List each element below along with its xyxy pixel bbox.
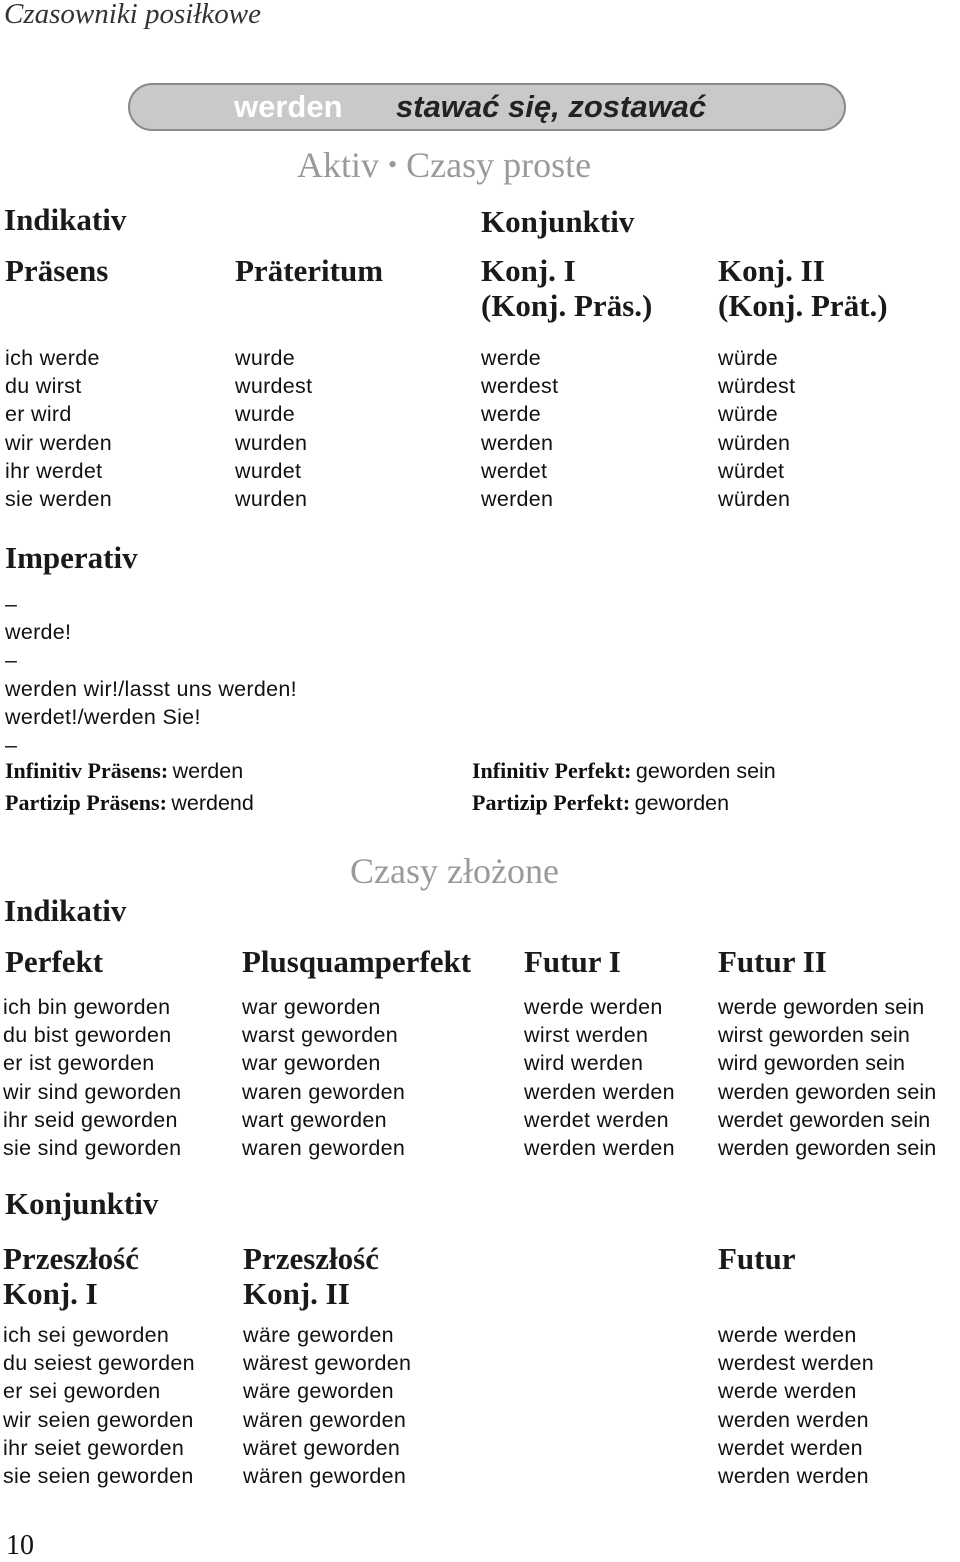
form: werdet werden bbox=[524, 1107, 669, 1132]
form: sie seien geworden bbox=[3, 1464, 194, 1489]
compound-indikativ-label: Indikativ bbox=[4, 893, 127, 928]
form: du seiest geworden bbox=[3, 1351, 195, 1376]
simple-tenses-heading bbox=[297, 144, 591, 186]
form: werden geworden sein bbox=[718, 1136, 937, 1161]
verb-translation: stawać się, zostawać bbox=[396, 89, 707, 124]
form: wurde bbox=[235, 346, 296, 370]
form: würde bbox=[718, 346, 779, 370]
form: wären geworden bbox=[243, 1464, 407, 1489]
form: war geworden bbox=[242, 1051, 381, 1076]
form: ihr werdet bbox=[5, 458, 103, 483]
form: würden bbox=[718, 430, 791, 455]
form: du wirst bbox=[5, 374, 82, 399]
form: werden werden bbox=[718, 1464, 869, 1489]
col-header-konj-2: Konj. II (Konj. Prät.) bbox=[718, 253, 888, 323]
form: ich werde bbox=[5, 346, 100, 370]
form: werde werden bbox=[718, 1379, 857, 1404]
form: würde bbox=[718, 402, 779, 427]
col-header-praeteritum: Präteritum bbox=[235, 253, 384, 288]
form: werden geworden sein bbox=[718, 1079, 937, 1104]
form: werden werden bbox=[524, 1079, 675, 1104]
imperativ-label: Imperativ bbox=[5, 540, 138, 575]
imperativ-line: werden wir!/lasst uns werden! bbox=[5, 676, 297, 701]
form: wurden bbox=[235, 487, 308, 512]
form: werdet werden bbox=[718, 1435, 863, 1460]
bullet-icon: • bbox=[388, 150, 398, 179]
infinitiv-perfekt-label: Infinitiv Perfekt: bbox=[472, 758, 632, 783]
form: ihr seiet geworden bbox=[3, 1435, 185, 1460]
imperativ-line: werdet!/werden Sie! bbox=[5, 704, 201, 729]
form: ihr seid geworden bbox=[3, 1107, 178, 1132]
form: werde bbox=[481, 402, 542, 427]
imperativ-line: – bbox=[5, 592, 18, 616]
infinitiv-praesens-label: Infinitiv Präsens: bbox=[5, 758, 169, 783]
col-header-przeszlosc-konj-1: Przeszłość Konj. I bbox=[3, 1241, 139, 1311]
tenses-label: Czasy proste bbox=[406, 145, 592, 185]
form: wurdet bbox=[235, 458, 302, 483]
form: werden werden bbox=[718, 1407, 869, 1432]
form: wären geworden bbox=[243, 1407, 407, 1432]
form: war geworden bbox=[242, 995, 381, 1019]
partizip-praesens-value: werdend bbox=[171, 791, 254, 815]
infinitiv-praesens bbox=[5, 758, 243, 784]
col-header-praesens: Präsens bbox=[5, 253, 109, 288]
form: werde werden bbox=[524, 995, 663, 1019]
form: er ist geworden bbox=[3, 1051, 155, 1076]
form: werdet geworden sein bbox=[718, 1107, 931, 1132]
forms-konj-2 bbox=[718, 344, 795, 513]
forms-praesens bbox=[5, 344, 112, 513]
compound-tenses-heading: Czasy złożone bbox=[350, 851, 559, 891]
forms-futur-2 bbox=[718, 993, 936, 1162]
partizip-praesens-label: Partizip Präsens: bbox=[5, 790, 167, 815]
imperativ-line: – bbox=[5, 733, 18, 758]
form: werde bbox=[481, 346, 542, 370]
form: wurde bbox=[235, 402, 296, 427]
form: würdest bbox=[718, 374, 796, 399]
voice-label: Aktiv bbox=[297, 145, 380, 185]
form: wir werden bbox=[5, 430, 112, 455]
form: werde werden bbox=[718, 1323, 857, 1347]
form: er sei geworden bbox=[3, 1379, 161, 1404]
forms-praeteritum bbox=[235, 344, 312, 513]
form: wäre geworden bbox=[243, 1323, 394, 1347]
form: wird geworden sein bbox=[718, 1051, 906, 1076]
form: wurdest bbox=[235, 374, 313, 399]
form: wäret geworden bbox=[243, 1435, 401, 1460]
form: wurden bbox=[235, 430, 308, 455]
form: sie werden bbox=[5, 487, 112, 512]
forms-futur-konj bbox=[718, 1321, 874, 1490]
col-header-plusquamperfekt: Plusquamperfekt bbox=[242, 944, 472, 979]
form: werden werden bbox=[524, 1136, 675, 1161]
col-header-perfekt: Perfekt bbox=[5, 944, 104, 979]
forms-przeszlosc-konj-1 bbox=[3, 1321, 195, 1490]
form: würden bbox=[718, 487, 791, 512]
form: werdest bbox=[481, 374, 559, 399]
form: wird werden bbox=[524, 1051, 644, 1076]
compound-konjunktiv-label: Konjunktiv bbox=[5, 1186, 159, 1221]
imperativ-line: – bbox=[5, 648, 18, 673]
col-header-futur-konj: Futur bbox=[718, 1241, 796, 1276]
col-header-futur-2: Futur II bbox=[718, 944, 827, 979]
form: wir seien geworden bbox=[3, 1407, 194, 1432]
forms-perfekt bbox=[3, 993, 181, 1162]
form: ich bin geworden bbox=[3, 995, 171, 1019]
form: würdet bbox=[718, 458, 785, 483]
partizip-perfekt-value: geworden bbox=[634, 791, 730, 815]
form: wäre geworden bbox=[243, 1379, 394, 1404]
form: wärest geworden bbox=[243, 1351, 412, 1376]
form: werdet bbox=[481, 458, 548, 483]
form: waren geworden bbox=[242, 1136, 406, 1161]
form: wirst werden bbox=[524, 1023, 649, 1048]
partizip-perfekt bbox=[472, 790, 729, 816]
infinitiv-perfekt-value: geworden sein bbox=[635, 759, 776, 783]
form: waren geworden bbox=[242, 1079, 406, 1104]
indikativ-label: Indikativ bbox=[4, 202, 127, 237]
form: werde geworden sein bbox=[718, 995, 925, 1019]
forms-konj-1 bbox=[481, 344, 558, 513]
verb-title: werden bbox=[234, 89, 343, 124]
infinitiv-perfekt bbox=[472, 758, 776, 784]
forms-plusquamperfekt bbox=[242, 993, 405, 1162]
form: werden bbox=[481, 430, 554, 455]
form: wir sind geworden bbox=[3, 1079, 182, 1104]
form: sie sind geworden bbox=[3, 1136, 182, 1161]
forms-futur-1 bbox=[524, 993, 675, 1162]
konjunktiv-label: Konjunktiv bbox=[481, 204, 635, 239]
form: wart geworden bbox=[242, 1107, 387, 1132]
imperativ-line: werde! bbox=[5, 620, 72, 645]
forms-przeszlosc-konj-2 bbox=[243, 1321, 411, 1490]
form: er wird bbox=[5, 402, 72, 427]
col-header-konj-1: Konj. I (Konj. Präs.) bbox=[481, 253, 653, 323]
verb-banner bbox=[128, 83, 846, 131]
chapter-title: Czasowniki posiłkowe bbox=[4, 0, 261, 30]
form: werden bbox=[481, 487, 554, 512]
col-header-futur-1: Futur I bbox=[524, 944, 621, 979]
partizip-praesens bbox=[5, 790, 254, 816]
page-number: 10 bbox=[6, 1530, 34, 1561]
form: werdest werden bbox=[718, 1351, 874, 1376]
col-header-przeszlosc-konj-2: Przeszłość Konj. II bbox=[243, 1241, 379, 1311]
form: wirst geworden sein bbox=[718, 1023, 910, 1048]
partizip-perfekt-label: Partizip Perfekt: bbox=[472, 790, 631, 815]
form: warst geworden bbox=[242, 1023, 398, 1048]
form: du bist geworden bbox=[3, 1023, 172, 1048]
imperativ-forms bbox=[5, 590, 297, 759]
infinitiv-praesens-value: werden bbox=[172, 759, 244, 783]
form: ich sei geworden bbox=[3, 1323, 170, 1347]
